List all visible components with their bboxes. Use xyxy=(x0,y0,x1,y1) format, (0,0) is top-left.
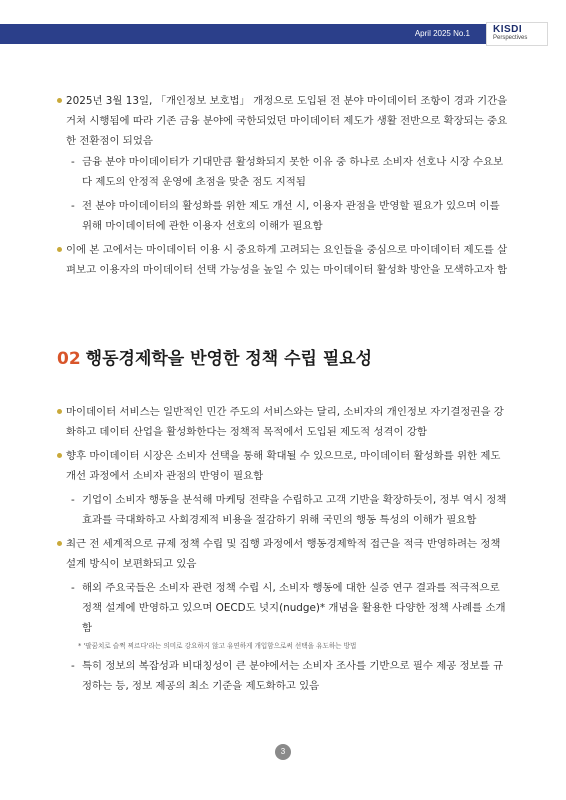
bullet-dot-icon xyxy=(57,98,62,103)
section-bullet-3 xyxy=(57,534,512,574)
bullet-text: 마이데이터 서비스는 일반적인 민간 주도의 서비스와는 달리, 소비자의 개인정보 자기결정권을 강화하고 데이터 산업을 활성화한다는 정책적 목적에서 도입된 제도적 성격이 강함 xyxy=(66,406,504,438)
kisdi-logo xyxy=(486,22,548,46)
dash-text: 특히 정보의 복잡성과 비대칭성이 큰 분야에서는 소비자 조사를 기반으로 필수 제공 정보를 규정하는 등, 정보 제공의 최소 기준을 제도화하고 있음 xyxy=(82,660,504,692)
bullet-text: 향후 마이데이터 시장은 소비자 선택을 통해 확대될 수 있으므로, 마이데이터 활성화를 위한 제도 개선 과정에서 소비자 관점의 반영이 필요함 xyxy=(66,450,501,482)
section-dash-2: - 해외 주요국들은 소비자 관련 정책 수립 시, 소비자 행동에 대한 실증 연구 결과를 적극적으로 정책 설계에 반영하고 있으며 OECD도 넛지(nudge)* 개념을 활용한 다양한 정책 사례를 소개함 xyxy=(71,578,512,638)
header-bar xyxy=(0,24,486,44)
bullet-dot-icon xyxy=(57,247,62,252)
bullet-dot-icon xyxy=(57,409,62,414)
intro-dash-2: - 전 분야 마이데이터의 활성화를 위한 제도 개선 시, 이용자 관점을 반영할 필요가 있으며 이를 위해 마이데이터에 관한 이용자 선호의 이해가 필요함 xyxy=(71,196,512,236)
dash-text: 금융 분야 마이데이터가 기대만큼 활성화되지 못한 이유 중 하나로 소비자 선호나 시장 수요보다 제도의 안정적 운영에 초점을 맞춘 점도 지적됨 xyxy=(82,156,504,188)
logo-sub-text: Perspectives xyxy=(493,35,528,41)
issue-label: April 2025 No.1 xyxy=(414,29,470,38)
section-dash-1: - 기업이 소비자 행동을 분석해 마케팅 전략을 수립하고 고객 기반을 확장하듯이, 정부 역시 정책 효과를 극대화하고 사회경제적 비용을 절감하기 위해 국민의 행동 특성의 이해가 필요함 xyxy=(71,490,512,530)
bullet-dot-icon xyxy=(57,453,62,458)
section-dash-3: - 특히 정보의 복잡성과 비대칭성이 큰 분야에서는 소비자 조사를 기반으로 필수 제공 정보를 규정하는 등, 정보 제공의 최소 기준을 제도화하고 있음 xyxy=(71,656,512,696)
bullet-dot-icon xyxy=(57,541,62,546)
footnote: * '팔꿈치로 슬쩍 찌르다'라는 의미로 강요하지 않고 유연하게 개입함으로써 선택을 유도하는 방법 xyxy=(78,642,357,650)
bullet-text: 2025년 3월 13일, 「개인정보 보호법」 개정으로 도입된 전 분야 마이데이터 조항이 경과 기간을 거쳐 시행됨에 따라 기존 금융 분야에 국한되었던 마이데이터 제도가 생활 전반으로 확장되는 중요한 전환점이 되었음 xyxy=(66,95,508,147)
intro-bullet-1 xyxy=(57,91,512,151)
section-title-text: 행동경제학을 반영한 정책 수립 필요성 xyxy=(85,349,373,369)
logo-main-text: KISDI xyxy=(493,24,523,35)
section-number: 02 xyxy=(57,349,81,369)
dash-text: 해외 주요국들은 소비자 관련 정책 수립 시, 소비자 행동에 대한 실증 연구 결과를 적극적으로 정책 설계에 반영하고 있으며 OECD도 넛지(nudge)* 개념을 활용한 다양한 정책 사례를 소개함 xyxy=(82,582,506,634)
intro-dash-1: - 금융 분야 마이데이터가 기대만큼 활성화되지 못한 이유 중 하나로 소비자 선호나 시장 수요보다 제도의 안정적 운영에 초점을 맞춘 점도 지적됨 xyxy=(71,152,512,192)
intro-bullet-2 xyxy=(57,240,512,280)
bullet-text: 이에 본 고에서는 마이데이터 이용 시 중요하게 고려되는 요인들을 중심으로 마이데이터 제도를 살펴보고 이용자의 마이데이터 선택 가능성을 높일 수 있는 마이데이터 활성화 방안을 모색하고자 함 xyxy=(66,244,508,276)
section-heading xyxy=(57,344,372,369)
dash-text: 기업이 소비자 행동을 분석해 마케팅 전략을 수립하고 고객 기반을 확장하듯이, 정부 역시 정책 효과를 극대화하고 사회경제적 비용을 절감하기 위해 국민의 행동 특성의 이해가 필요함 xyxy=(82,494,507,526)
dash-text: 전 분야 마이데이터의 활성화를 위한 제도 개선 시, 이용자 관점을 반영할 필요가 있으며 이를 위해 마이데이터에 관한 이용자 선호의 이해가 필요함 xyxy=(82,200,500,232)
bullet-text: 최근 전 세계적으로 규제 정책 수립 및 집행 과정에서 행동경제학적 접근을 적극 반영하려는 정책 설계 방식이 보편화되고 있음 xyxy=(66,538,501,570)
section-bullet-2 xyxy=(57,446,512,486)
section-bullet-1 xyxy=(57,402,512,442)
page-number: 3 xyxy=(275,744,291,760)
